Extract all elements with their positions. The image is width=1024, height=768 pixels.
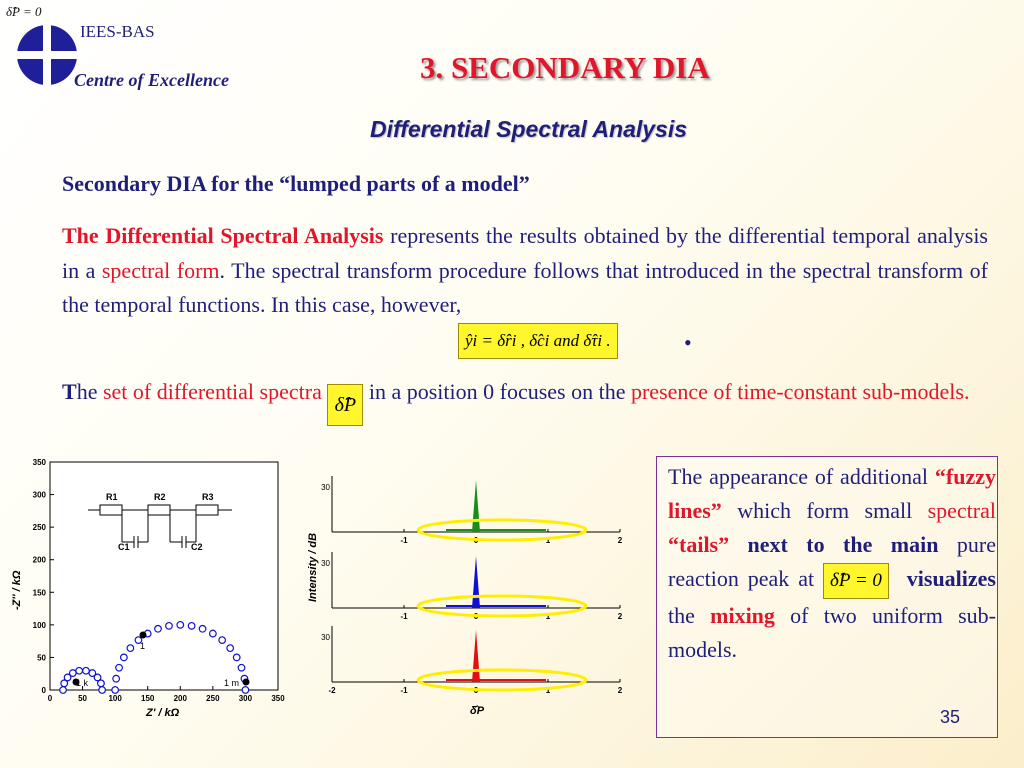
y-tick-label: 350 xyxy=(32,458,46,467)
spectra-x-tick-label: 1 xyxy=(545,612,551,621)
nyquist-point xyxy=(113,675,120,682)
nyquist-point xyxy=(116,664,123,671)
nyquist-point xyxy=(60,687,67,694)
y-tick-label: 250 xyxy=(32,523,46,533)
label-c1: C1 xyxy=(118,542,130,552)
nyquist-point xyxy=(83,667,90,674)
paragraph-1 xyxy=(62,219,988,323)
nyquist-point xyxy=(242,687,249,694)
x-tick-label: 300 xyxy=(238,694,253,703)
annot-1k: 1 k xyxy=(76,678,89,688)
x-tick-label: 50 xyxy=(78,694,88,703)
spectra-x-tick-label: -1 xyxy=(400,612,408,621)
nyquist-point xyxy=(188,623,195,630)
spectra-ylabel: Intensity / dB xyxy=(307,532,319,602)
slide-title: 3. SECONDARY DIA xyxy=(420,50,710,85)
section-heading: Secondary DIA for the “lumped parts of a model” xyxy=(62,171,530,196)
nyquist-point xyxy=(233,654,240,661)
spectra-x-tick-label: 2 xyxy=(617,536,623,545)
p2-initial: T xyxy=(62,379,77,404)
x-tick-label: 0 xyxy=(47,694,53,703)
p2-text-b: in a position 0 focuses on the xyxy=(363,379,631,404)
nyquist-point xyxy=(127,645,134,652)
side-formula: δ̂P = 0 xyxy=(823,563,889,599)
spectra-panels xyxy=(321,476,623,695)
spectra-x-tick-label: 2 xyxy=(617,612,623,621)
y-tick-label: 300 xyxy=(32,490,46,500)
side-tails: “tails” xyxy=(668,532,730,557)
spectra-x-tick-label: -1 xyxy=(400,686,408,695)
nyquist-point xyxy=(238,664,245,671)
y-tick-label: 150 xyxy=(32,588,46,598)
spectra-plot xyxy=(300,462,640,722)
x-tick-label: 200 xyxy=(173,694,187,703)
nyquist-plot xyxy=(8,452,292,720)
label-r2: R2 xyxy=(154,492,166,502)
spectra-x-tick-label: -2 xyxy=(328,686,336,695)
side-t1: The appearance of additional xyxy=(668,464,935,489)
org-subtitle: Centre of Excellence xyxy=(74,70,229,90)
nyquist-point xyxy=(219,637,226,644)
spectra-x-tick-label: 0 xyxy=(473,612,479,621)
side-box-text xyxy=(668,460,996,667)
nyquist-point xyxy=(70,670,77,677)
formula-box: ŷi = δ̂ri , δ̂ci and δ̂τi . xyxy=(458,323,618,359)
side-t7: pure reaction peak at xyxy=(668,532,997,591)
nyquist-ylabel: -Z'' / kΩ xyxy=(11,570,23,610)
spectra-y-tick: 30 xyxy=(321,483,330,492)
org-name: IEES-BAS xyxy=(80,22,155,41)
nyquist-point xyxy=(227,645,234,652)
side-t3: which form small xyxy=(721,498,928,523)
spectra-y-tick: 30 xyxy=(321,633,330,642)
p1-red: spectral form xyxy=(101,257,220,283)
spectral-peak xyxy=(472,630,480,682)
delta-p-symbol: δ̂P xyxy=(327,384,363,426)
label-r1: R1 xyxy=(106,492,118,502)
spectra-x-tick-label: -1 xyxy=(400,536,408,545)
side-fuzzy-lines: “fuzzy lines” xyxy=(668,464,996,523)
label-r3: R3 xyxy=(202,492,214,502)
x-tick-label: 100 xyxy=(108,694,122,703)
x-tick-label: 350 xyxy=(271,694,285,703)
x-tick-label: 250 xyxy=(206,694,220,703)
spectra-x-tick-label: 2 xyxy=(617,686,623,695)
nyquist-xlabel: Z' / kΩ xyxy=(146,707,180,719)
label-c2: C2 xyxy=(191,542,203,552)
spectra-x-tick-label: 1 xyxy=(545,536,551,545)
side-next-to-main: next to the main xyxy=(729,532,939,557)
nyquist-point xyxy=(210,630,217,637)
side-visualizes: visualizes xyxy=(906,566,996,591)
nyquist-point xyxy=(98,680,105,687)
nyquist-point xyxy=(177,622,184,629)
nyquist-point xyxy=(199,625,206,632)
side-t11: of two uniform sub-models. xyxy=(668,603,996,662)
x-tick-label: 150 xyxy=(141,694,155,703)
p1-bold: The Differential Spectral Analysis xyxy=(62,223,384,248)
spectra-x-tick-label: 0 xyxy=(473,536,479,545)
p2-text-a: he xyxy=(76,379,103,404)
y-tick-label: 0 xyxy=(41,686,46,695)
nyquist-point xyxy=(155,625,162,632)
p2-red-1: set of differential spectra xyxy=(102,379,322,404)
y-tick-label: 100 xyxy=(32,620,46,630)
spectra-y-tick: 30 xyxy=(321,559,330,568)
p1-text-b: . The spectral transform procedure follows that introduced in the spectral transform of the temporal functions. In this case, however, xyxy=(62,257,988,317)
side-t9: the xyxy=(668,603,711,628)
annot-1m: 1 m xyxy=(224,678,240,688)
marker-1 xyxy=(140,632,147,639)
annot-1: 1 xyxy=(140,641,146,651)
y-tick-label: 200 xyxy=(32,555,46,565)
nyquist-point xyxy=(99,687,106,694)
iees-logo-icon xyxy=(14,22,80,88)
nyquist-point xyxy=(112,687,119,694)
paragraph-2 xyxy=(62,375,992,426)
nyquist-point xyxy=(121,654,128,661)
spectral-peak xyxy=(472,480,480,532)
page-number: 35 xyxy=(940,707,961,727)
spectra-xlabel: δ̂P xyxy=(470,705,485,717)
corner-formula: δ̂P = 0 xyxy=(6,4,42,19)
nyquist-point xyxy=(76,667,83,674)
slide-subtitle: Differential Spectral Analysis xyxy=(370,116,688,142)
y-tick-label: 50 xyxy=(37,653,46,663)
p2-red-2: presence of time-constant sub-models. xyxy=(630,379,970,404)
p1-text-a: represents the results obtained by the differential temporal analysis in a xyxy=(62,223,988,283)
marker-1m xyxy=(243,679,250,686)
nyquist-point xyxy=(166,623,173,630)
spectra-x-tick-label: 0 xyxy=(473,686,479,695)
side-mixing: mixing xyxy=(710,603,775,628)
spectral-peak xyxy=(472,556,480,608)
bullet-dot: • xyxy=(684,330,692,355)
side-spectral: spectral xyxy=(927,498,996,523)
spectra-x-tick-label: 1 xyxy=(545,686,551,695)
